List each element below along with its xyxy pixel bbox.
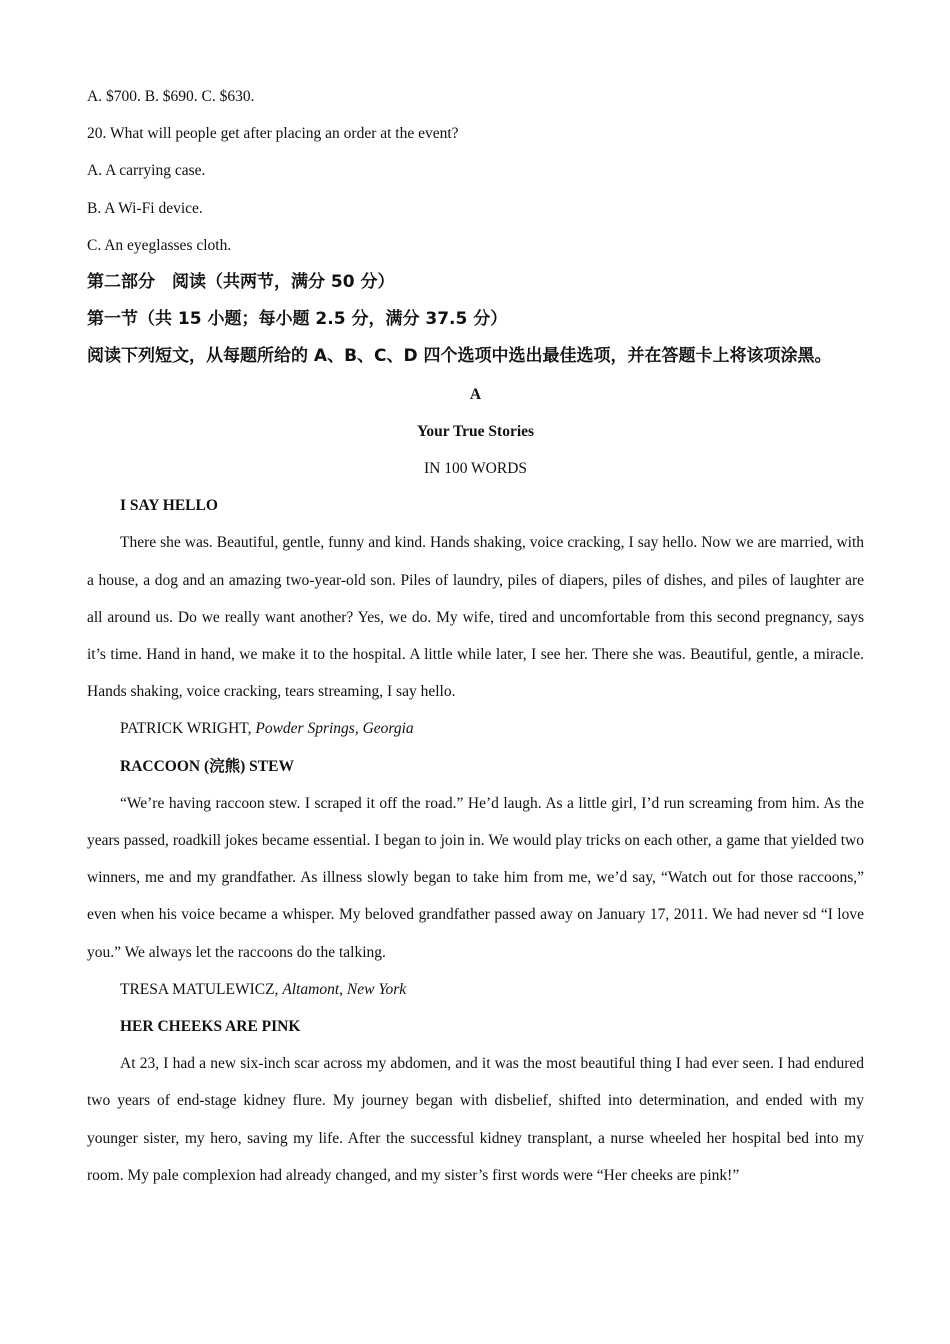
- q19-options: A. $700. B. $690. C. $630.: [87, 88, 255, 105]
- story-body: At 23, I had a new six-inch scar across my abdomen, and it was the most beautiful thing I had ever seen. I had endured two years of end-stage kidney flure. My journey began with disbelief, shifted into determination, and ended with my younger sister, my hero, saving my life. After the successful kidney transplant, a nurse wheeled her hospital bed into my room. My pale complexion had already changed, and my sister’s first words were “Her cheeks are pink!”: [87, 1055, 864, 1184]
- author-place: Altamont, New York: [282, 980, 407, 998]
- story-heading: I SAY HELLO: [120, 497, 218, 515]
- story-author: [87, 710, 864, 747]
- passage-letter: A: [469, 385, 482, 403]
- story-heading: RACCOON (浣熊) STEW: [120, 757, 294, 775]
- author-place: Powder Springs, Georgia: [255, 720, 414, 738]
- q20-option-b: B. A Wi-Fi device.: [87, 199, 203, 217]
- author-name: PATRICK WRIGHT,: [120, 720, 252, 738]
- q20-option-a: A. A carrying case.: [87, 162, 206, 180]
- passage-title: Your True Stories: [416, 422, 535, 440]
- story-author: [87, 971, 864, 1008]
- story-heading: HER CHEEKS ARE PINK: [120, 1018, 301, 1036]
- exam-page: [87, 78, 864, 1194]
- section-instructions: 阅读下列短文，从每题所给的 A、B、C、D 四个选项中选出最佳选项，并在答题卡上将该项涂黑。: [87, 346, 832, 367]
- q20-option-c: C. An eyeglasses cloth.: [87, 236, 232, 254]
- author-name: TRESA MATULEWICZ,: [120, 980, 279, 998]
- story-body: There she was. Beautiful, gentle, funny and kind. Hands shaking, voice cracking, I say hello. Now we are married, with a house, a dog and an amazing two-year-old son. Piles of laundry, piles of diapers, piles of dishes, and piles of laughter are all around us. Do we really want another? Yes, we do. My wife, tired and uncomfortable from this second pregnancy, says it’s time. Hand in hand, we make it to the hospital. A little while later, I see her. There she was. Beautiful, gentle, a miracle. Hands shaking, voice cracking, tears streaming, I say hello.: [87, 534, 864, 701]
- story-body: “We’re having raccoon stew. I scraped it off the road.” He’d laugh. As a little girl, I’d run screaming from him. As the years passed, roadkill jokes became essential. I began to join in. We would play tricks on each other, a game that yielded two winners, me and my grandfather. As illness slowly began to take him from me, we’d say, “Watch out for those raccoons,” even when his voice became a whisper. My beloved grandfather passed away on January 17, 2011. We had never sd “I love you.” We always let the raccoons do the talking.: [87, 794, 864, 961]
- passage-subtitle: IN 100 WORDS: [423, 460, 528, 478]
- subsection-title: 第一节（共 15 小题；每小题 2.5 分，满分 37.5 分）: [87, 309, 508, 330]
- q20-question: 20. What will people get after placing an order at the event?: [87, 125, 459, 143]
- part-title: 第二部分 阅读（共两节，满分 50 分）: [87, 272, 395, 293]
